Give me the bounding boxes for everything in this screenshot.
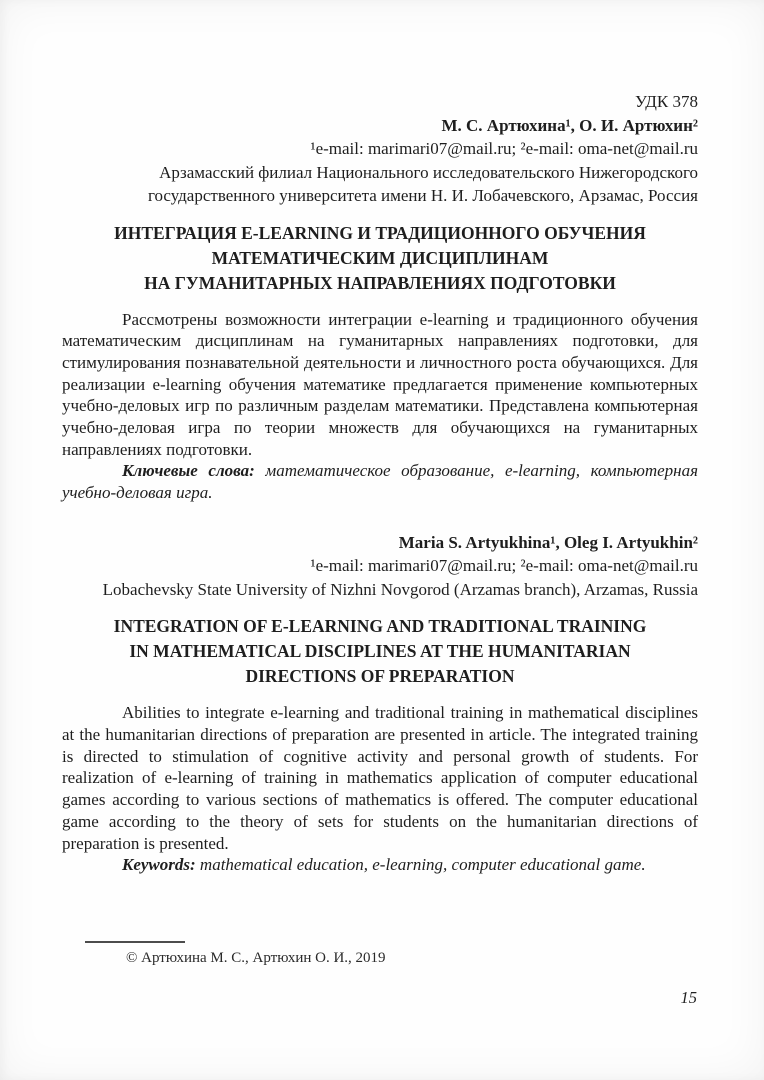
russian-emails: ¹e-mail: marimari07@mail.ru; ²e-mail: oma-net@mail.ru: [310, 139, 698, 158]
english-title-line: DIRECTIONS OF PREPARATION: [245, 666, 515, 687]
russian-title-line: МАТЕМАТИЧЕСКИМ ДИСЦИПЛИНАМ: [211, 247, 549, 268]
english-keywords: [62, 854, 698, 876]
udc-code: УДК 378: [634, 92, 698, 111]
english-header-block: [62, 531, 698, 602]
russian-title-line: ИНТЕГРАЦИЯ E-LEARNING И ТРАДИЦИОННОГО ОБУЧЕНИЯ: [114, 222, 646, 243]
english-keywords-text: mathematical education, e-learning, computer educational game.: [195, 855, 646, 875]
english-title-line: INTEGRATION OF E-LEARNING AND TRADITIONAL TRAINING: [113, 616, 647, 637]
russian-keywords-text: математическое образование, e-learning, компьютерная учебно-деловая игра.: [62, 461, 698, 503]
russian-header-block: [62, 90, 698, 208]
english-abstract: Abilities to integrate e-learning and traditional training in mathematical disciplines at the humanitarian directions of preparation are presented in article. The integrated training is directed to stimulation of cognitive activity and personal growth of students. For realization of e-learning of training in mathematics application of computer educational games according to various sections of mathematics is offered. The computer educational game according to the theory of sets for students on the humanitarian directions of preparation is presented.: [62, 703, 698, 853]
russian-title: [62, 221, 698, 296]
russian-abstract-section: [62, 309, 698, 504]
english-emails: ¹e-mail: marimari07@mail.ru; ²e-mail: oma-net@mail.ru: [310, 556, 698, 576]
russian-authors: М. С. Артюхина¹, О. И. Артюхин²: [441, 115, 698, 135]
english-authors: Maria S. Artyukhina¹, Oleg I. Artyukhin²: [398, 532, 698, 552]
english-title: [62, 614, 698, 689]
russian-title-line: НА ГУМАНИТАРНЫХ НАПРАВЛЕНИЯХ ПОДГОТОВКИ: [144, 272, 616, 293]
russian-affiliation: Арзамасский филиал Национального исследовательского Нижегородского государственного университета имени Н. И. Лобачевского, Арзамас, Россия: [147, 162, 698, 205]
russian-keywords: [62, 460, 698, 503]
russian-abstract: Рассмотрены возможности интеграции e-learning и традиционного обучения математическим дисциплинам на гуманитарных направлениях подготовки, для стимулирования познавательной деятельности и личностного роста обучающихся. Для реализации e-learning обучения математике предлагается применение компьютерных учебно-деловых игр по различным разделам математики. Представлена компьютерная учебно-деловая игра по теории множеств для обучающихся на гуманитарных направлениях подготовки.: [62, 309, 698, 459]
page-number: 15: [680, 988, 697, 1007]
copyright-line: © Артюхина М. С., Артюхин О. И., 2019: [126, 950, 386, 966]
russian-keywords-label: Ключевые слова:: [122, 461, 255, 481]
english-affiliation: Lobachevsky State University of Nizhni Novgorod (Arzamas branch), Arzamas, Russia: [102, 579, 698, 599]
english-abstract-section: [62, 702, 698, 876]
footnote-divider: [85, 941, 185, 943]
english-keywords-label: Keywords:: [122, 855, 196, 875]
english-title-line: IN MATHEMATICAL DISCIPLINES AT THE HUMANITARIAN: [129, 641, 631, 662]
